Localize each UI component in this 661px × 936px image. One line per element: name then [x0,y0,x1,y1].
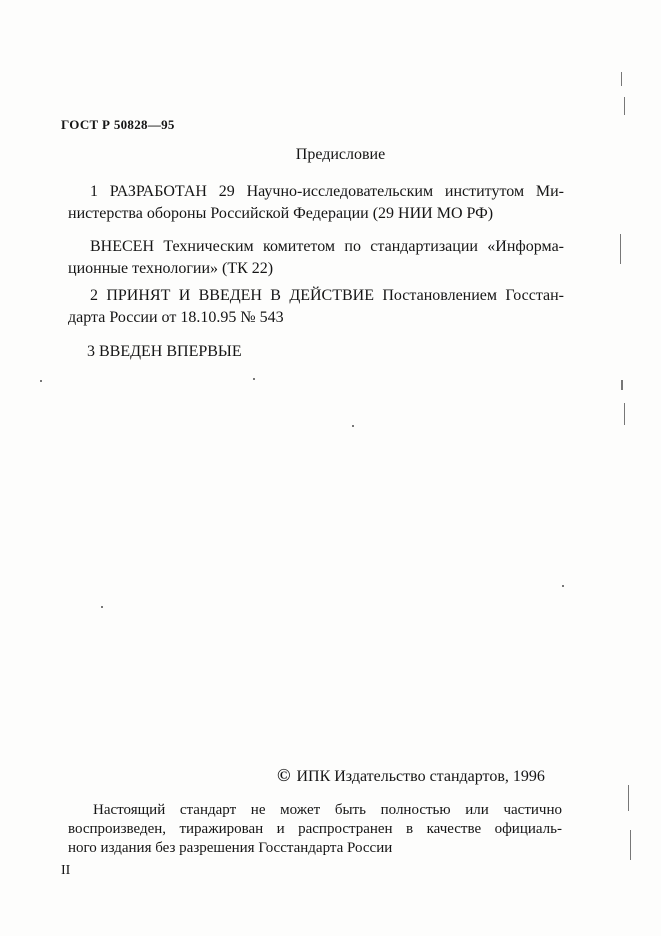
reproduction-notice [68,801,562,858]
scan-mark [562,585,564,587]
scan-mark [253,378,255,380]
scan-mark [101,606,103,608]
page-number: II [61,863,71,878]
paragraph-adopted [68,285,564,329]
notice-line: Настоящий стандарт не может быть полностью или частично [93,802,562,818]
notice-line: воспроизведен, тиражирован и распространен в качестве официаль- [68,821,562,837]
paragraph-first-introduced: 3 ВВЕДЕН ВПЕРВЫЕ [87,343,242,360]
paragraph-developed-by [68,181,564,225]
scan-mark [620,234,621,264]
scan-mark [628,785,629,811]
paragraph-line: 2 ПРИНЯТ И ВВЕДЕН В ДЕЙСТВИЕ Постановлением Госстан- [90,287,564,304]
document-id-header: ГОСТ Р 50828—95 [61,117,175,132]
copyright-text: ИПК Издательство стандартов, 1996 [296,768,545,785]
scan-mark [621,380,623,390]
scan-mark [630,830,631,860]
paragraph-line: 1 РАЗРАБОТАН 29 Научно-исследовательским институтом Ми- [90,183,564,200]
scan-mark [624,97,625,115]
scan-mark [624,403,625,425]
paragraph-introduced-by [68,236,564,280]
copyright-line [277,765,545,786]
section-title: Предисловие [295,146,386,163]
paragraph-line: дарта России от 18.10.95 № 543 [68,309,284,326]
scan-mark [40,380,42,382]
paragraph-line: нистерства обороны Российской Федерации (29 НИИ МО РФ) [68,205,494,222]
scan-mark [352,425,354,427]
scan-mark [621,72,622,86]
paragraph-line: ционные технологии» (ТК 22) [68,260,274,277]
copyright-icon: © [277,765,291,785]
notice-line: ного издания без разрешения Госстандарта России [68,840,393,856]
paragraph-line: ВНЕСЕН Техническим комитетом по стандартизации «Информа- [90,238,564,255]
